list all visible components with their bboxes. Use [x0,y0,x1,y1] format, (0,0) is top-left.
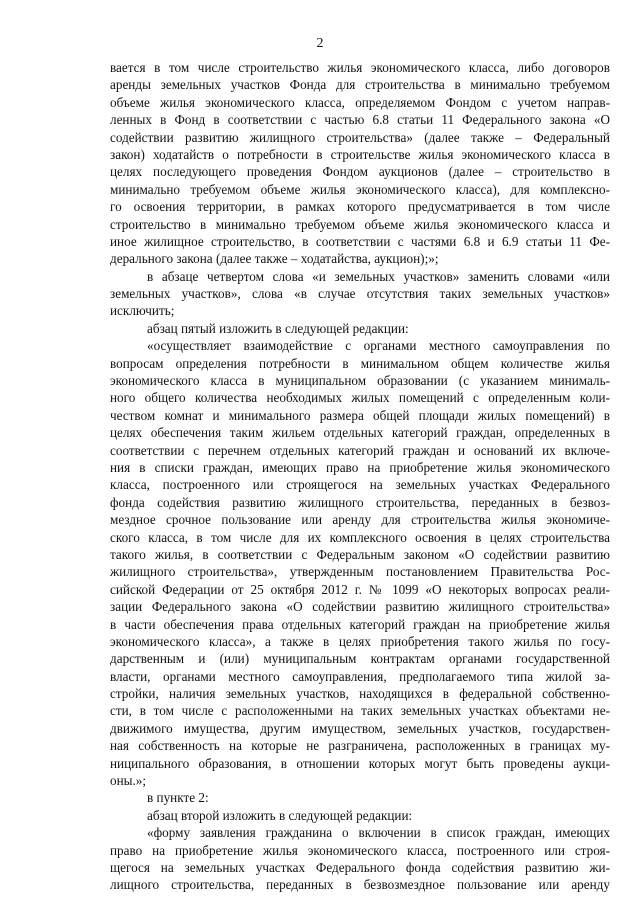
text-line: иное жилищное строительство, в соответствии с частями 6.8 и 6.9 статьи 11 Фе- [110,233,610,249]
text-line: зации Федерального закона «О содействии развитию жилищного строительства» [110,599,610,615]
text-line: земельных участков», слова «в случае отсутствия таких земельных участков» [110,286,610,302]
text-line: чеством комнат и минимального размера общей площади жилых помещений) в [110,407,610,423]
text-line: объеме жилья экономического класса, определяемом Фондом с учетом направ- [110,94,610,110]
text-line: строительство в минимально требуемом объеме жилья экономического класса и [110,216,610,232]
text-line: минимально требуемом объеме жилья экономического класса), для комплексно- [110,181,610,197]
text-line: ниципального образования, в отношении которых могут быть проведены аукци- [110,755,610,771]
text-line: аренды земельных участков Фонда для строительства в минимально требуемом [110,77,610,93]
text-line: движимого имущества, другим имуществом, земельных участков, государствен- [110,720,610,736]
text-line: соответствии с перечнем отдельных категорий граждан и оснований их включе- [110,442,610,458]
document-body [110,59,610,894]
text-line: класса, построенного или строящегося на земельных участках Федерального [110,477,610,493]
text-line: ленных в Фонд в соответствии с частью 6.8 статьи 11 Федерального закона «О [110,112,610,128]
text-line: абзац пятый изложить в следующей редакции: [147,320,409,336]
text-line: «осуществляет взаимодействие с органами местного самоуправления по [147,338,610,354]
text-line: вопросам определения потребности в минимальном общем количестве жилья [110,355,610,371]
text-line: лищного строительства, переданных в безвозмездное пользование или аренду [110,877,610,893]
text-line: мездное срочное пользование или аренду для строительства жилья экономиче- [110,512,610,528]
text-line: ная собственность на которые не разграничена, расположенных в границах му- [110,738,610,754]
text-line: ния в списки граждан, имеющих право на приобретение жилья экономического [110,459,610,475]
text-line: в абзаце четвертом слова «и земельных участков» заменить словами «или [147,268,610,284]
text-line: щегося на земельных участках Федерального фонда содействия развитию жи- [110,859,610,875]
page-number: 2 [316,36,324,51]
text-line: закон) ходатайств о потребности в строительстве жилья экономического класса в [110,146,610,162]
text-line: абзац второй изложить в следующей редакции: [147,807,413,823]
text-line: исключить; [110,303,175,319]
text-line: экономического класса», а также в целях приобретения такого жилья по госу- [110,633,610,649]
text-line: право на приобретение жилья экономического класса, построенного или строя- [110,842,610,858]
text-line: «форму заявления гражданина о включении в список граждан, имеющих [147,825,610,841]
text-line: ного общего количества необходимых жилых помещений с определенным коли- [110,390,610,406]
text-line: сти, в том числе с расположенными на таких земельных участках объектами не- [110,703,610,719]
text-line: жилищного строительства», утвержденным постановлением Правительства Рос- [110,564,610,580]
text-line: целях обеспечения таким жильем отдельных категорий граждан, определенных в [110,425,610,441]
text-line: го освоения территории, в рамках которого предусматривается в том числе [110,199,610,215]
text-line: власти, органами местного самоуправления, предполагаемого типа жилой за- [110,668,610,684]
text-line: сийской Федерации от 25 октября 2012 г. № 1099 «О некоторых вопросах реали- [110,581,610,597]
text-line: фонда содействия развитию жилищного строительства, переданных в безвоз- [110,494,610,510]
text-line: в части обеспечения права отдельных категорий граждан на приобретение жилья [110,616,610,632]
text-line: стройки, наличия земельных участков, находящихся в федеральной собственно- [110,686,610,702]
text-line: дарственным и (или) муниципальным контрактам органами государственной [110,651,610,667]
text-line: целях последующего проведения Фондом аукционов (далее – строительство в [110,164,610,180]
text-line: вается в том числе строительство жилья экономического класса, либо договоров [110,60,610,75]
text-line: оны.»; [110,773,147,789]
text-line: экономического класса в муниципальном образовании (с указанием минималь- [110,373,610,389]
text-line: ского класса, в том числе для их комплексного освоения в целях строительства [110,529,610,545]
text-line: в пункте 2: [147,790,209,806]
text-line: дерального закона (далее также – ходатайства, аукцион);»; [110,251,439,267]
text-line: такого жилья, в соответствии с Федеральным законом «О содействии развитию [110,546,610,562]
text-line: содействии развитию жилищного строительства» (далее также – Федеральный [110,129,610,145]
